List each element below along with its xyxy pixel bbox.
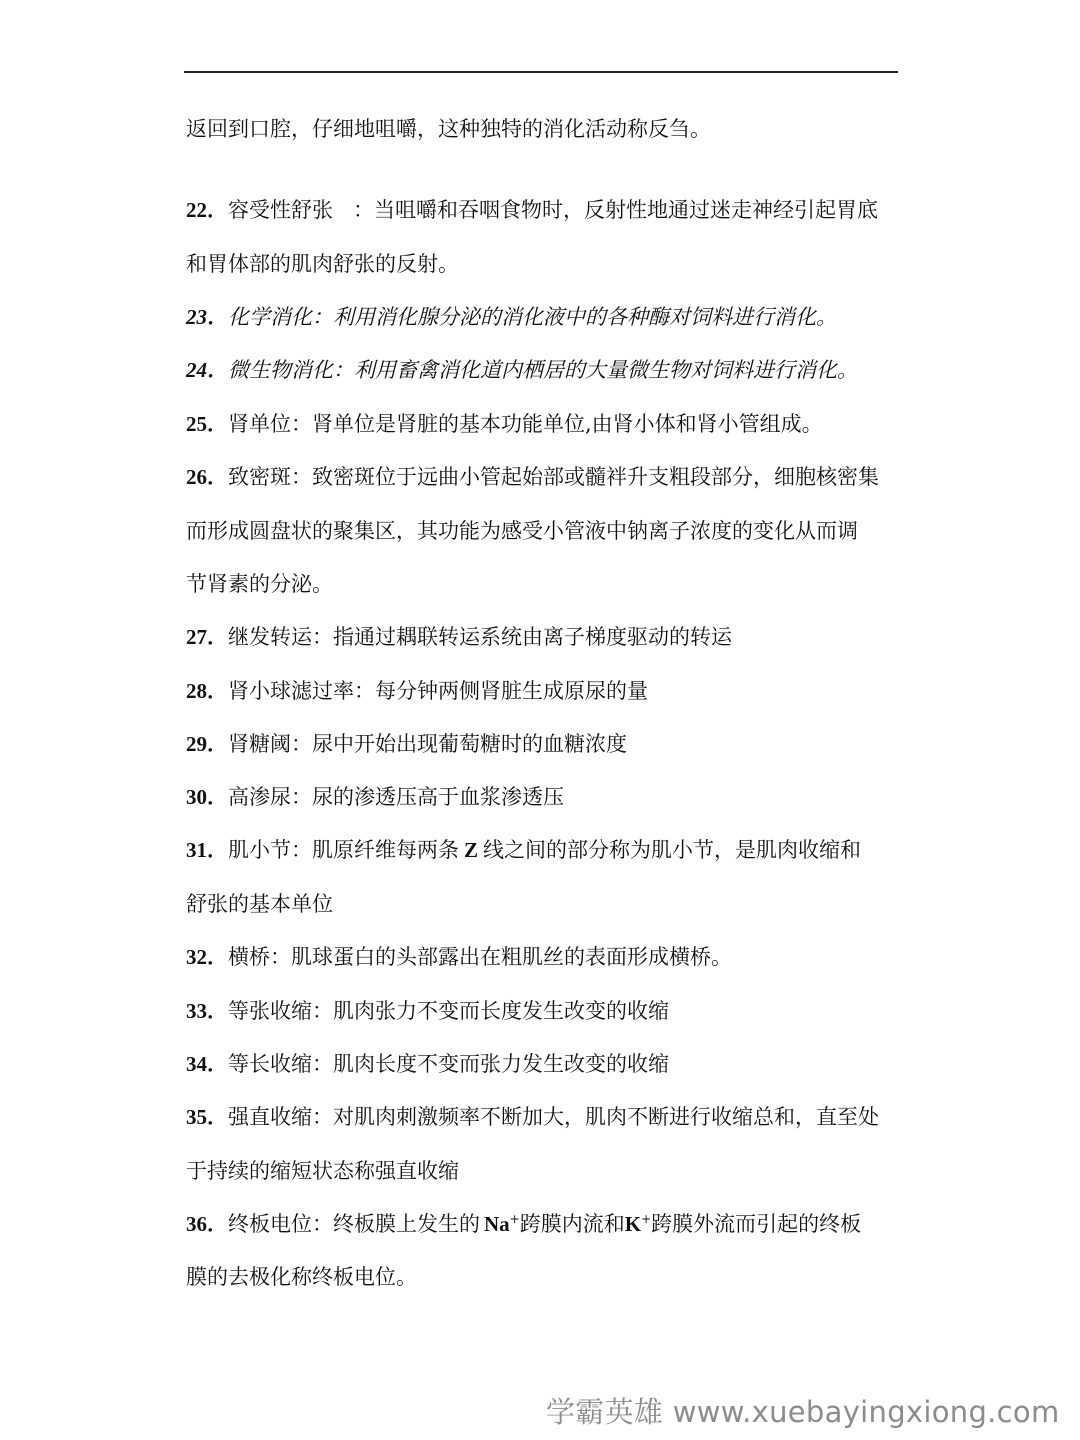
entry-33 xyxy=(186,996,906,1026)
entry-35-cont: 于持续的缩短状态称强直收缩 xyxy=(186,1159,459,1183)
entry-latin: K xyxy=(624,1212,642,1236)
entry-latin: Z xyxy=(464,838,479,862)
entry-24 xyxy=(186,355,906,385)
entry-text: 等长收缩：肌肉长度不变而张力发生改变的收缩 xyxy=(228,1052,669,1076)
entry-text: 等张收缩：肌肉张力不变而长度发生改变的收缩 xyxy=(228,999,669,1023)
entry-27 xyxy=(186,622,906,652)
entry-text: 线之间的部分称为肌小节，是肌肉收缩和 xyxy=(483,838,862,862)
entry-text: 肌小节：肌原纤维每两条 xyxy=(228,838,459,862)
entry-30 xyxy=(186,782,906,812)
entry-number: 26． xyxy=(186,465,228,489)
entry-latin: Na xyxy=(484,1212,510,1236)
entry-number: 22． xyxy=(186,198,228,222)
entry-number: 29． xyxy=(186,732,228,756)
entry-26-cont: 节肾素的分泌。 xyxy=(186,572,333,596)
entry-23 xyxy=(186,302,906,332)
entry-text: 致密斑：致密斑位于远曲小管起始部或髓袢升支粗段部分，细胞核密集 xyxy=(228,465,879,489)
continuation-line: 返回到口腔，仔细地咀嚼，这种独特的消化活动称反刍。 xyxy=(186,117,711,141)
entry-text: 跨膜内流和 xyxy=(519,1212,625,1236)
entry-text: 肾糖阈：尿中开始出现葡萄糖时的血糖浓度 xyxy=(228,732,627,756)
entry-number: 35． xyxy=(186,1105,228,1129)
entry-28 xyxy=(186,676,906,706)
entry-36 xyxy=(186,1209,906,1239)
superscript: + xyxy=(641,1212,652,1226)
entry-31 xyxy=(186,835,906,865)
entry-number: 36． xyxy=(186,1212,228,1236)
entry-text: 微生物消化：利用畜禽消化道内栖居的大量微生物对饲料进行消化。 xyxy=(228,358,858,382)
entry-number: 30． xyxy=(186,785,228,809)
entry-text: 肾小球滤过率：每分钟两侧肾脏生成原尿的量 xyxy=(228,679,648,703)
entry-number: 25． xyxy=(186,412,228,436)
entry-number: 31． xyxy=(186,838,228,862)
entry-text: 肾单位：肾单位是肾脏的基本功能单位,由肾小体和肾小管组成。 xyxy=(228,412,823,436)
entry-26 xyxy=(186,462,906,492)
site-watermark: 学霸英雄 www.xuebayingxiong.com xyxy=(546,1395,1060,1429)
entry-term: 容受性舒张 xyxy=(228,198,333,222)
entry-separator: ： xyxy=(353,198,374,222)
entry-text: 强直收缩：对肌肉刺激频率不断加大，肌肉不断进行收缩总和，直至处 xyxy=(228,1105,879,1129)
entry-number: 33． xyxy=(186,999,228,1023)
entry-31-cont: 舒张的基本单位 xyxy=(186,892,333,916)
entry-text: 继发转运：指通过耦联转运系统由离子梯度驱动的转运 xyxy=(228,625,732,649)
entry-36-cont: 膜的去极化称终板电位。 xyxy=(186,1265,417,1289)
entry-text: 化学消化：利用消化腺分泌的消化液中的各种酶对饲料进行消化。 xyxy=(228,305,837,329)
entry-number: 34． xyxy=(186,1052,228,1076)
entry-number: 27． xyxy=(186,625,228,649)
entry-text: 跨膜外流而引起的终板 xyxy=(651,1212,862,1236)
entry-number: 32． xyxy=(186,945,228,969)
entry-22 xyxy=(186,195,906,225)
entry-text: 终板电位：终板膜上发生的 xyxy=(228,1212,480,1236)
entry-25 xyxy=(186,409,906,439)
entry-29 xyxy=(186,729,906,759)
entry-number: 23． xyxy=(186,305,228,329)
entry-34 xyxy=(186,1049,906,1079)
entry-number: 24． xyxy=(186,358,228,382)
entry-26-cont: 而形成圆盘状的聚集区，其功能为感受小管液中钠离子浓度的变化从而调 xyxy=(186,519,858,543)
entry-text: 横桥：肌球蛋白的头部露出在粗肌丝的表面形成横桥。 xyxy=(228,945,732,969)
header-rule xyxy=(184,71,898,73)
entry-35 xyxy=(186,1102,906,1132)
entry-number: 28． xyxy=(186,679,228,703)
entry-text: 高渗尿：尿的渗透压高于血浆渗透压 xyxy=(228,785,564,809)
superscript: + xyxy=(509,1212,520,1226)
entry-text: 当咀嚼和吞咽食物时，反射性地通过迷走神经引起胃底 xyxy=(374,198,878,222)
entry-32 xyxy=(186,942,906,972)
entry-22-cont: 和胃体部的肌肉舒张的反射。 xyxy=(186,252,459,276)
